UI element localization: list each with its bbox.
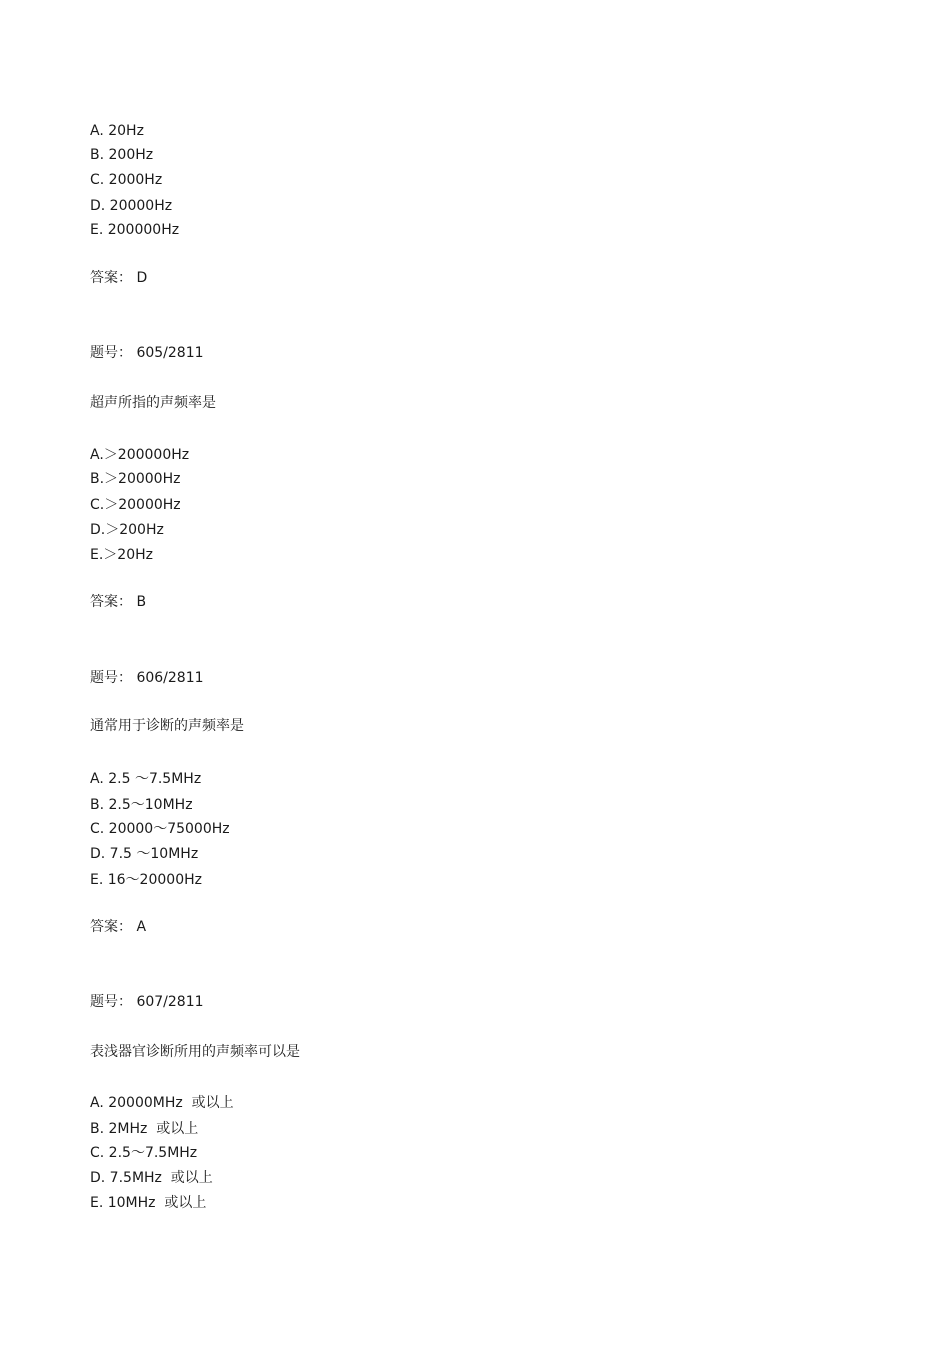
option-c: C. 2000Hz [90,172,163,188]
option-a: A.＞200000Hz [90,447,190,463]
option-e: E. 200000Hz [90,222,180,238]
option-e: E.＞20Hz [90,547,153,563]
question-number: 题号： 605/2811 [90,345,204,361]
answer: 答案： B [90,594,147,610]
question-stem: 表浅器官诊断所用的声频率可以是 [90,1044,300,1060]
option-a: A. 20Hz [90,123,144,139]
question-number: 题号： 606/2811 [90,670,204,686]
question-number: 题号： 607/2811 [90,994,204,1010]
option-d: D. 7.5MHz 或以上 [90,1170,213,1186]
answer: 答案： D [90,270,148,286]
option-e: E. 16～20000Hz [90,872,202,888]
option-c: C. 2.5～7.5MHz [90,1145,198,1161]
answer: 答案： A [90,919,147,935]
option-b: B.＞20000Hz [90,471,181,487]
option-e: E. 10MHz 或以上 [90,1195,207,1211]
option-c: C. 20000～75000Hz [90,821,230,837]
option-b: B. 2MHz 或以上 [90,1121,199,1137]
question-stem: 超声所指的声频率是 [90,395,216,411]
option-d: D. 20000Hz [90,198,173,214]
option-b: B. 200Hz [90,147,154,163]
option-a: A. 20000MHz 或以上 [90,1095,234,1111]
option-a: A. 2.5 ～7.5MHz [90,771,202,787]
option-c: C.＞20000Hz [90,497,181,513]
option-b: B. 2.5～10MHz [90,797,193,813]
option-d: D.＞200Hz [90,522,164,538]
option-d: D. 7.5 ～10MHz [90,846,199,862]
question-stem: 通常用于诊断的声频率是 [90,718,244,734]
